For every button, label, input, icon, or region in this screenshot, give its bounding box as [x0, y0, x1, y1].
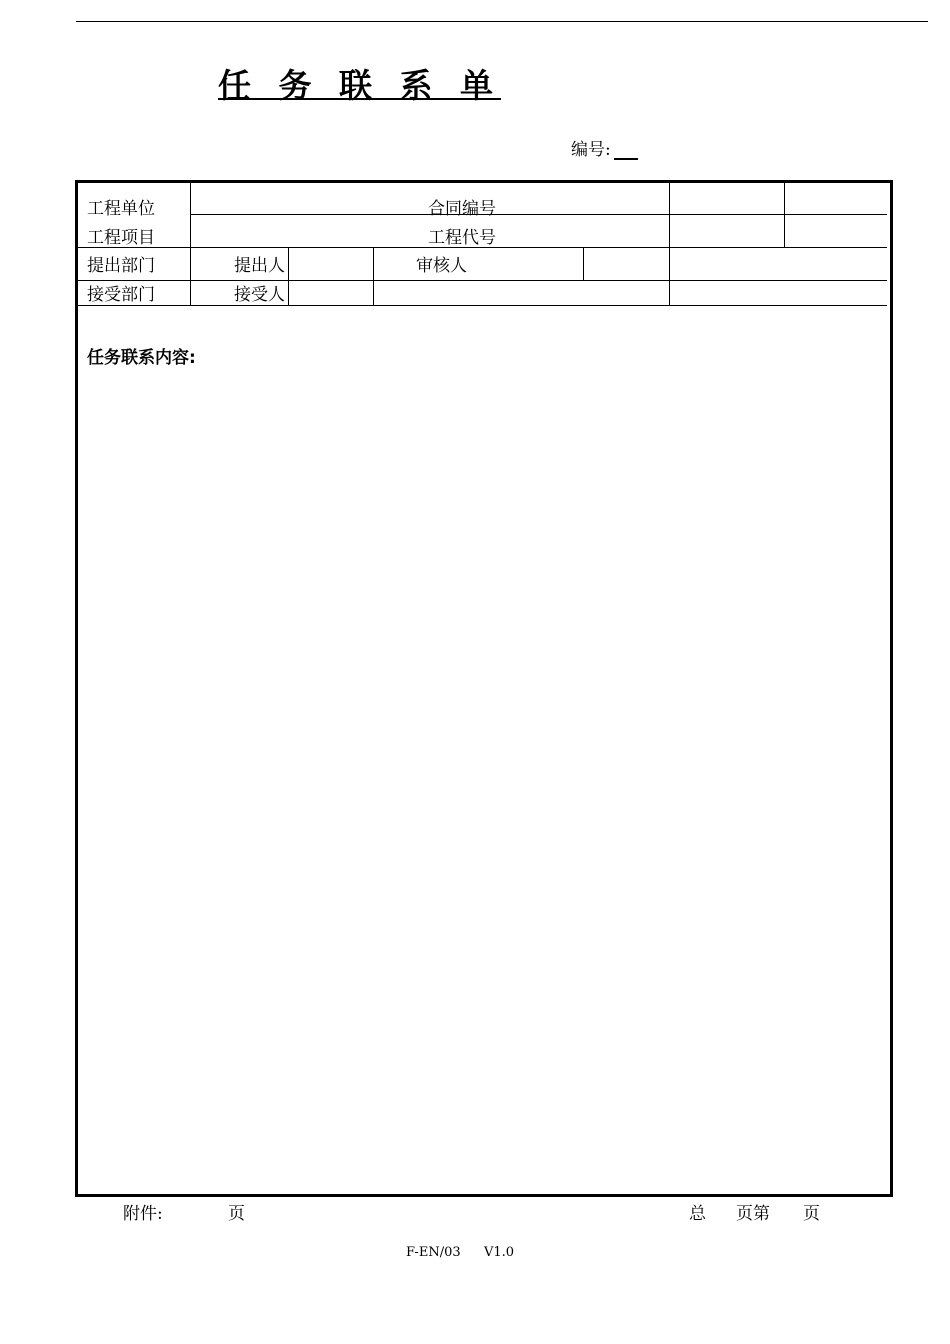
contract-number-label: 合同编号	[428, 199, 496, 219]
col-divider	[784, 183, 785, 247]
doc-number-label: 编号:	[571, 140, 611, 160]
col-divider	[373, 247, 374, 305]
project-code-label: 工程代号	[428, 228, 496, 248]
form-version: V1.0	[484, 1245, 515, 1260]
total-label: 总	[689, 1204, 706, 1224]
proposer-label: 提出人	[234, 256, 285, 276]
row-divider	[78, 280, 887, 281]
col-divider	[190, 183, 191, 305]
table-bottom-divider	[78, 305, 887, 306]
form-code: F-EN/03	[406, 1245, 461, 1260]
receiving-dept-label: 接受部门	[87, 285, 155, 305]
project-code-field[interactable]	[670, 215, 784, 247]
attachment-pages-unit: 页	[228, 1204, 245, 1224]
reviewer-field[interactable]	[584, 248, 669, 280]
page-title: 任 务 联 系 单	[218, 66, 501, 105]
engineering-unit-label: 工程单位	[87, 199, 155, 219]
receiver-field[interactable]	[289, 281, 373, 305]
reviewer-label: 审核人	[416, 256, 467, 276]
task-content-label: 任务联系内容:	[87, 348, 196, 368]
contract-number-field[interactable]	[670, 183, 784, 214]
header-rule	[76, 21, 928, 22]
attachment-label: 附件:	[123, 1204, 163, 1224]
receiver-label: 接受人	[234, 285, 285, 305]
engineering-project-label: 工程项目	[87, 228, 155, 248]
doc-number-field[interactable]	[614, 158, 638, 160]
proposing-dept-label: 提出部门	[87, 256, 155, 276]
proposer-field[interactable]	[289, 248, 373, 280]
page-of-label: 页第	[736, 1204, 770, 1224]
page-unit-label: 页	[803, 1204, 820, 1224]
task-content-area[interactable]	[80, 370, 885, 1188]
